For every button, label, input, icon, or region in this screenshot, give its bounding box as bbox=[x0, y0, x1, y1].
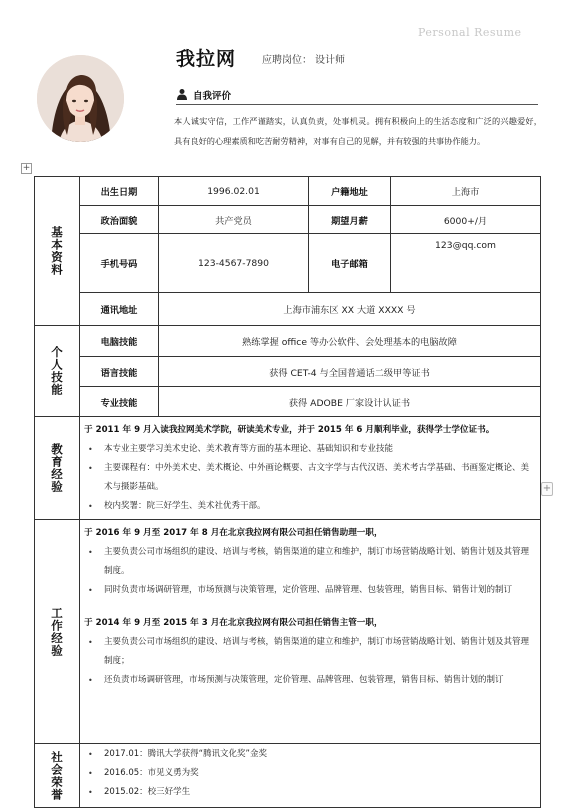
work-head: 于 2014 年 9 月至 2015 年 3 月在北京我拉网有限公司担任销售主管一职， bbox=[84, 618, 383, 628]
skill-value: 熟练掌握 office 等办公软件、会处理基本的电脑故障 bbox=[158, 326, 540, 356]
avatar-photo bbox=[37, 55, 124, 142]
skills-section bbox=[35, 325, 540, 416]
phone-label: 手机号码 bbox=[100, 259, 138, 270]
email-value: 123@qq.com bbox=[390, 234, 540, 292]
person-icon bbox=[176, 88, 188, 100]
list-item: • 主要课程有：中外美术史、美术概论、中外画论概要、古文字学与古代汉语、美术考古学基础、书画鉴定概论、美术与摄影基础。 bbox=[84, 459, 536, 497]
skill-label: 专业技能 bbox=[100, 397, 138, 409]
salary-value: 6000+/月 bbox=[390, 206, 540, 233]
list-item: • 同时负责市场调研管理，市场预测与决策管理，定价管理、品牌管理、包装管理，销售目标、销售计划的制订 bbox=[84, 581, 536, 600]
job-target-label: 应聘岗位： bbox=[262, 55, 312, 66]
address-value: 上海市浦东区 XX 大道 XXXX 号 bbox=[158, 293, 540, 325]
skills-label: 个人技能 bbox=[35, 326, 80, 416]
hukou-value: 上海市 bbox=[390, 177, 540, 205]
list-item: • 还负责市场调研管理，市场预测与决策管理，定价管理、品牌管理、包装管理，销售目标、销售计划的制订 bbox=[84, 671, 536, 690]
portrait-image bbox=[37, 55, 124, 142]
list-item: • 2017.01：腾讯大学获得“腾讯文化奖”金奖 bbox=[84, 745, 536, 764]
social-label: 社会荣誉 bbox=[35, 744, 80, 807]
resume-table bbox=[34, 176, 541, 808]
work-label: 工作经验 bbox=[35, 520, 80, 743]
job-target bbox=[262, 51, 345, 66]
candidate-name: 我拉网 bbox=[176, 48, 237, 70]
social-section bbox=[35, 743, 540, 807]
email-label: 电子邮箱 bbox=[308, 234, 390, 292]
list-item: • 校内奖署：院三好学生、美术社优秀干部。 bbox=[84, 497, 536, 516]
skill-value: 获得 CET-4 与全国普通话二级甲等证书 bbox=[158, 357, 540, 386]
birth-value: 1996.02.01 bbox=[158, 177, 308, 205]
self-eval-text: 本人诚实守信，工作严谨踏实，认真负责，处事机灵。拥有积极向上的生活态度和广泛的兴趣爱好，具有良好的心理素质和吃苦耐劳精神，对事有自己的见解，并有较强的共事协作能力。 bbox=[174, 116, 542, 146]
address-label: 通讯地址 bbox=[100, 305, 138, 316]
list-item: • 主要负责公司市场组织的建设、培训与考核，销售渠道的建立和维护，制订市场营销战略计划、销售计划及其管理制度； bbox=[84, 633, 536, 671]
birth-label: 出生日期 bbox=[100, 187, 138, 198]
add-row-button[interactable]: + bbox=[542, 483, 552, 494]
education-section bbox=[35, 416, 540, 519]
self-eval-header bbox=[176, 87, 538, 105]
table-move-handle[interactable]: + bbox=[22, 163, 31, 173]
hukou-label: 户籍地址 bbox=[308, 177, 390, 205]
list-item: • 2016.05：市见义勇为奖 bbox=[84, 764, 536, 783]
education-head: 于 2011 年 9 月入读我拉网美术学院，研读美术专业，并于 2015 年 6 月顺利毕业，获得学士学位证书。 bbox=[84, 425, 495, 435]
list-item: • 本专业主要学习美术史论、美术教育等方面的基本理论、基础知识和专业技能 bbox=[84, 440, 536, 459]
basic-info-label: 基本资料 bbox=[35, 177, 80, 325]
watermark-text: Personal Resume bbox=[418, 26, 522, 39]
job-target-value: 设计师 bbox=[315, 55, 345, 66]
list-item: • 2015.02：校三好学生 bbox=[84, 783, 536, 802]
list-item: • 主要负责公司市场组织的建设、培训与考核，销售渠道的建立和维护，制订市场营销战略计划、销售计划及其管理制度。 bbox=[84, 543, 536, 581]
salary-label: 期望月薪 bbox=[308, 206, 390, 233]
politics-label: 政治面貌 bbox=[100, 215, 138, 227]
skill-value: 获得 ADOBE 厂家设计认证书 bbox=[158, 387, 540, 416]
skill-label: 电脑技能 bbox=[100, 337, 138, 348]
work-section bbox=[35, 519, 540, 743]
politics-value: 共产党员 bbox=[158, 206, 308, 233]
education-label: 教育经验 bbox=[35, 417, 80, 519]
basic-info-section bbox=[35, 177, 540, 325]
work-head: 于 2016 年 9 月至 2017 年 8 月在北京我拉网有限公司担任销售助理一职， bbox=[84, 528, 383, 538]
skill-label: 语言技能 bbox=[100, 367, 138, 379]
phone-value: 123-4567-7890 bbox=[158, 234, 308, 292]
self-eval-title: 自我评价 bbox=[193, 91, 232, 102]
